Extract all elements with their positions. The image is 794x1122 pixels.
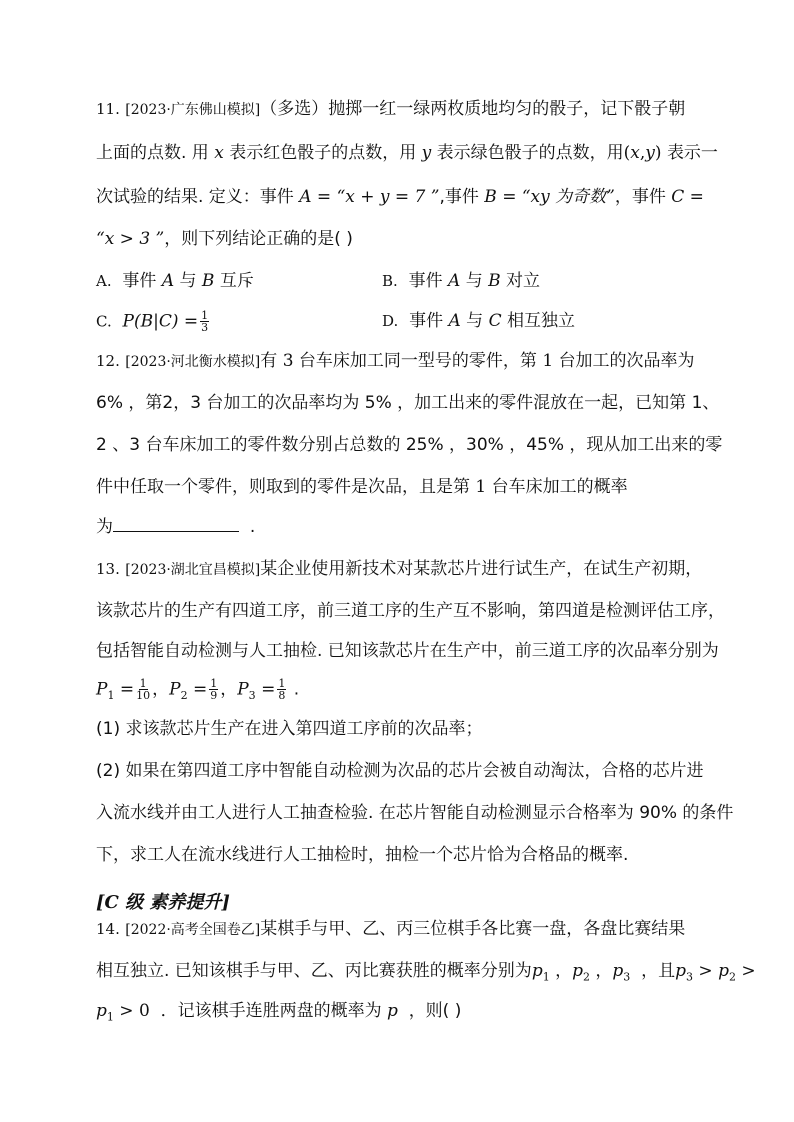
q14-line-3: $p_1 > 0$ ．记该棋手连胜两盘的概率为 p ，则( ): [96, 1001, 462, 1024]
text: 有: [260, 351, 278, 371]
q12-line-5: [96, 516, 255, 538]
q13-line-2: 该款芯片的生产有四道工序，前三道工序的生产互不影响，第四道是检测评估工序，: [96, 601, 725, 621]
q12-line-3: 2 、3 台车床加工的零件数分别占总数的 25% ，30% ，45% ，现从加工出来的零: [96, 435, 723, 455]
section-heading: [C 级 素养提升]: [96, 892, 230, 913]
q14-line-2: 相互独立. 已知该棋手与甲、乙、丙比赛获胜的概率分别为$p_1$ ，$p_2$ ，$p_3$ ，且$p_3 > p_2$ >: [96, 961, 756, 984]
q13-line-3: 包括智能自动检测与人工抽检. 已知该款芯片在生产中，前三道工序的次品率分别为: [96, 641, 719, 661]
math: “x + y = 7 ”: [336, 187, 440, 207]
q13-line-1: [96, 558, 702, 581]
question-source: [2022·高考全国卷乙]: [125, 922, 261, 938]
q11-line-2: 上面的点数. 用 x 表示红色骰子的点数，用 y 表示绿色骰子的点数，用(x,y) 表示一: [96, 143, 718, 163]
text: ，事件: [614, 187, 666, 207]
text: 1: [542, 351, 554, 371]
text: 表示红色骰子的点数，用: [229, 143, 417, 163]
question-number: 11.: [96, 100, 120, 118]
text: 事件: [409, 311, 444, 331]
text: 互斥: [219, 271, 254, 291]
text: ，则下列结论正确的是( ): [164, 229, 353, 249]
text: 上面的点数. 用: [96, 143, 209, 163]
text: 件中任取一个零件，则取到的零件是次品，且是第: [96, 477, 470, 497]
option-a: A. 事件 A 与 B 互斥: [96, 271, 254, 291]
q11-line-4: [96, 228, 353, 250]
text: 某棋手与甲、乙、丙三位棋手各比赛一盘，各盘比赛结果: [260, 919, 686, 939]
question-source: [2023·河北衡水模拟]: [125, 354, 261, 370]
text: 3: [282, 351, 294, 371]
option-d: D. 事件 A 与 C 相互独立: [382, 311, 575, 331]
option-c: [96, 310, 211, 333]
text: .: [249, 517, 256, 537]
text: 台车床加工同一型号的零件，第: [298, 351, 537, 371]
text: 与: [179, 271, 197, 291]
option-label: A.: [96, 272, 112, 290]
text: 台车床加工的概率: [491, 477, 628, 497]
q11-line-1: [96, 98, 685, 121]
option-label: D.: [382, 312, 399, 330]
q13-sub-2a: (2) 如果在第四道工序中智能自动检测为次品的芯片会被自动淘汰，合格的芯片进: [96, 761, 704, 781]
text: ,事件: [439, 187, 479, 207]
text: 表示一: [666, 143, 718, 163]
q11-line-3: 次试验的结果. 定义：事件 A = “x + y = 7 ”,事件 B = “xy 为奇数”，事件 C =: [96, 187, 704, 207]
option-label: C.: [96, 312, 112, 331]
text: 相互独立. 已知该棋手与甲、乙、丙比赛获胜的概率分别为: [96, 961, 532, 981]
text: 次试验的结果. 定义：事件: [96, 187, 294, 207]
option-label: B.: [382, 272, 398, 290]
text: 事件: [122, 271, 157, 291]
q14-line-1: [96, 918, 685, 941]
q13-sub-1: (1) 求该款芯片生产在进入第四道工序前的次品率；: [96, 719, 483, 739]
text: 与: [465, 271, 483, 291]
q12-line-2: 6% ，第2，3 台加工的次品率均为 5% ，加工出来的零件混放在一起，已知第 1、: [96, 393, 720, 413]
math: P(B|C) =: [122, 311, 199, 332]
text: 对立: [506, 271, 541, 291]
text: 事件: [408, 271, 443, 291]
option-b: B. 事件 A 与 B 对立: [382, 271, 541, 291]
math: “xy 为奇数”: [521, 187, 615, 207]
text: （多选）抛掷一红一绿两枚质地均匀的骰子，记下骰子朝: [260, 99, 686, 119]
text: 某企业使用新技术对某款芯片进行试生产，在试生产初期，: [260, 559, 703, 579]
question-number: 13.: [96, 560, 120, 578]
question-number: 14.: [96, 920, 120, 938]
text: 表示绿色骰子的点数，用: [436, 143, 624, 163]
answer-blank[interactable]: [113, 517, 239, 532]
math: “x > 3 ”: [96, 229, 165, 249]
question-source: [2023·广东佛山模拟]: [125, 102, 261, 118]
q13-probabilities: $P_1$ = $\frac{1}{10}$ ，$P_2$ = $\frac{1}{9}$ ，$P_3$ = $\frac{1}{8}$ .: [96, 677, 300, 702]
question-number: 12.: [96, 352, 120, 370]
q12-line-4: [96, 476, 628, 498]
text: 台加工的次品率为: [558, 351, 695, 371]
q13-sub-2b: 入流水线并由工人进行人工抽查检验. 在芯片智能自动检测显示合格率为 90% 的条件: [96, 803, 734, 823]
text: 1: [475, 477, 487, 497]
fraction: $\frac{1}{3}$: [201, 309, 209, 334]
text: 与: [466, 311, 484, 331]
text: 相互独立: [507, 311, 575, 331]
text: ，且: [641, 961, 676, 981]
text: ．记该棋手连胜两盘的概率为: [160, 1001, 382, 1021]
q13-sub-2c: 下，求工人在流水线进行人工抽检时，抽检一个芯片恰为合格品的概率.: [96, 845, 629, 865]
text: ，则( ): [408, 1001, 462, 1021]
question-source: [2023·湖北宜昌模拟]: [125, 562, 261, 578]
text: 为: [96, 517, 113, 537]
q12-line-1: [96, 350, 695, 373]
